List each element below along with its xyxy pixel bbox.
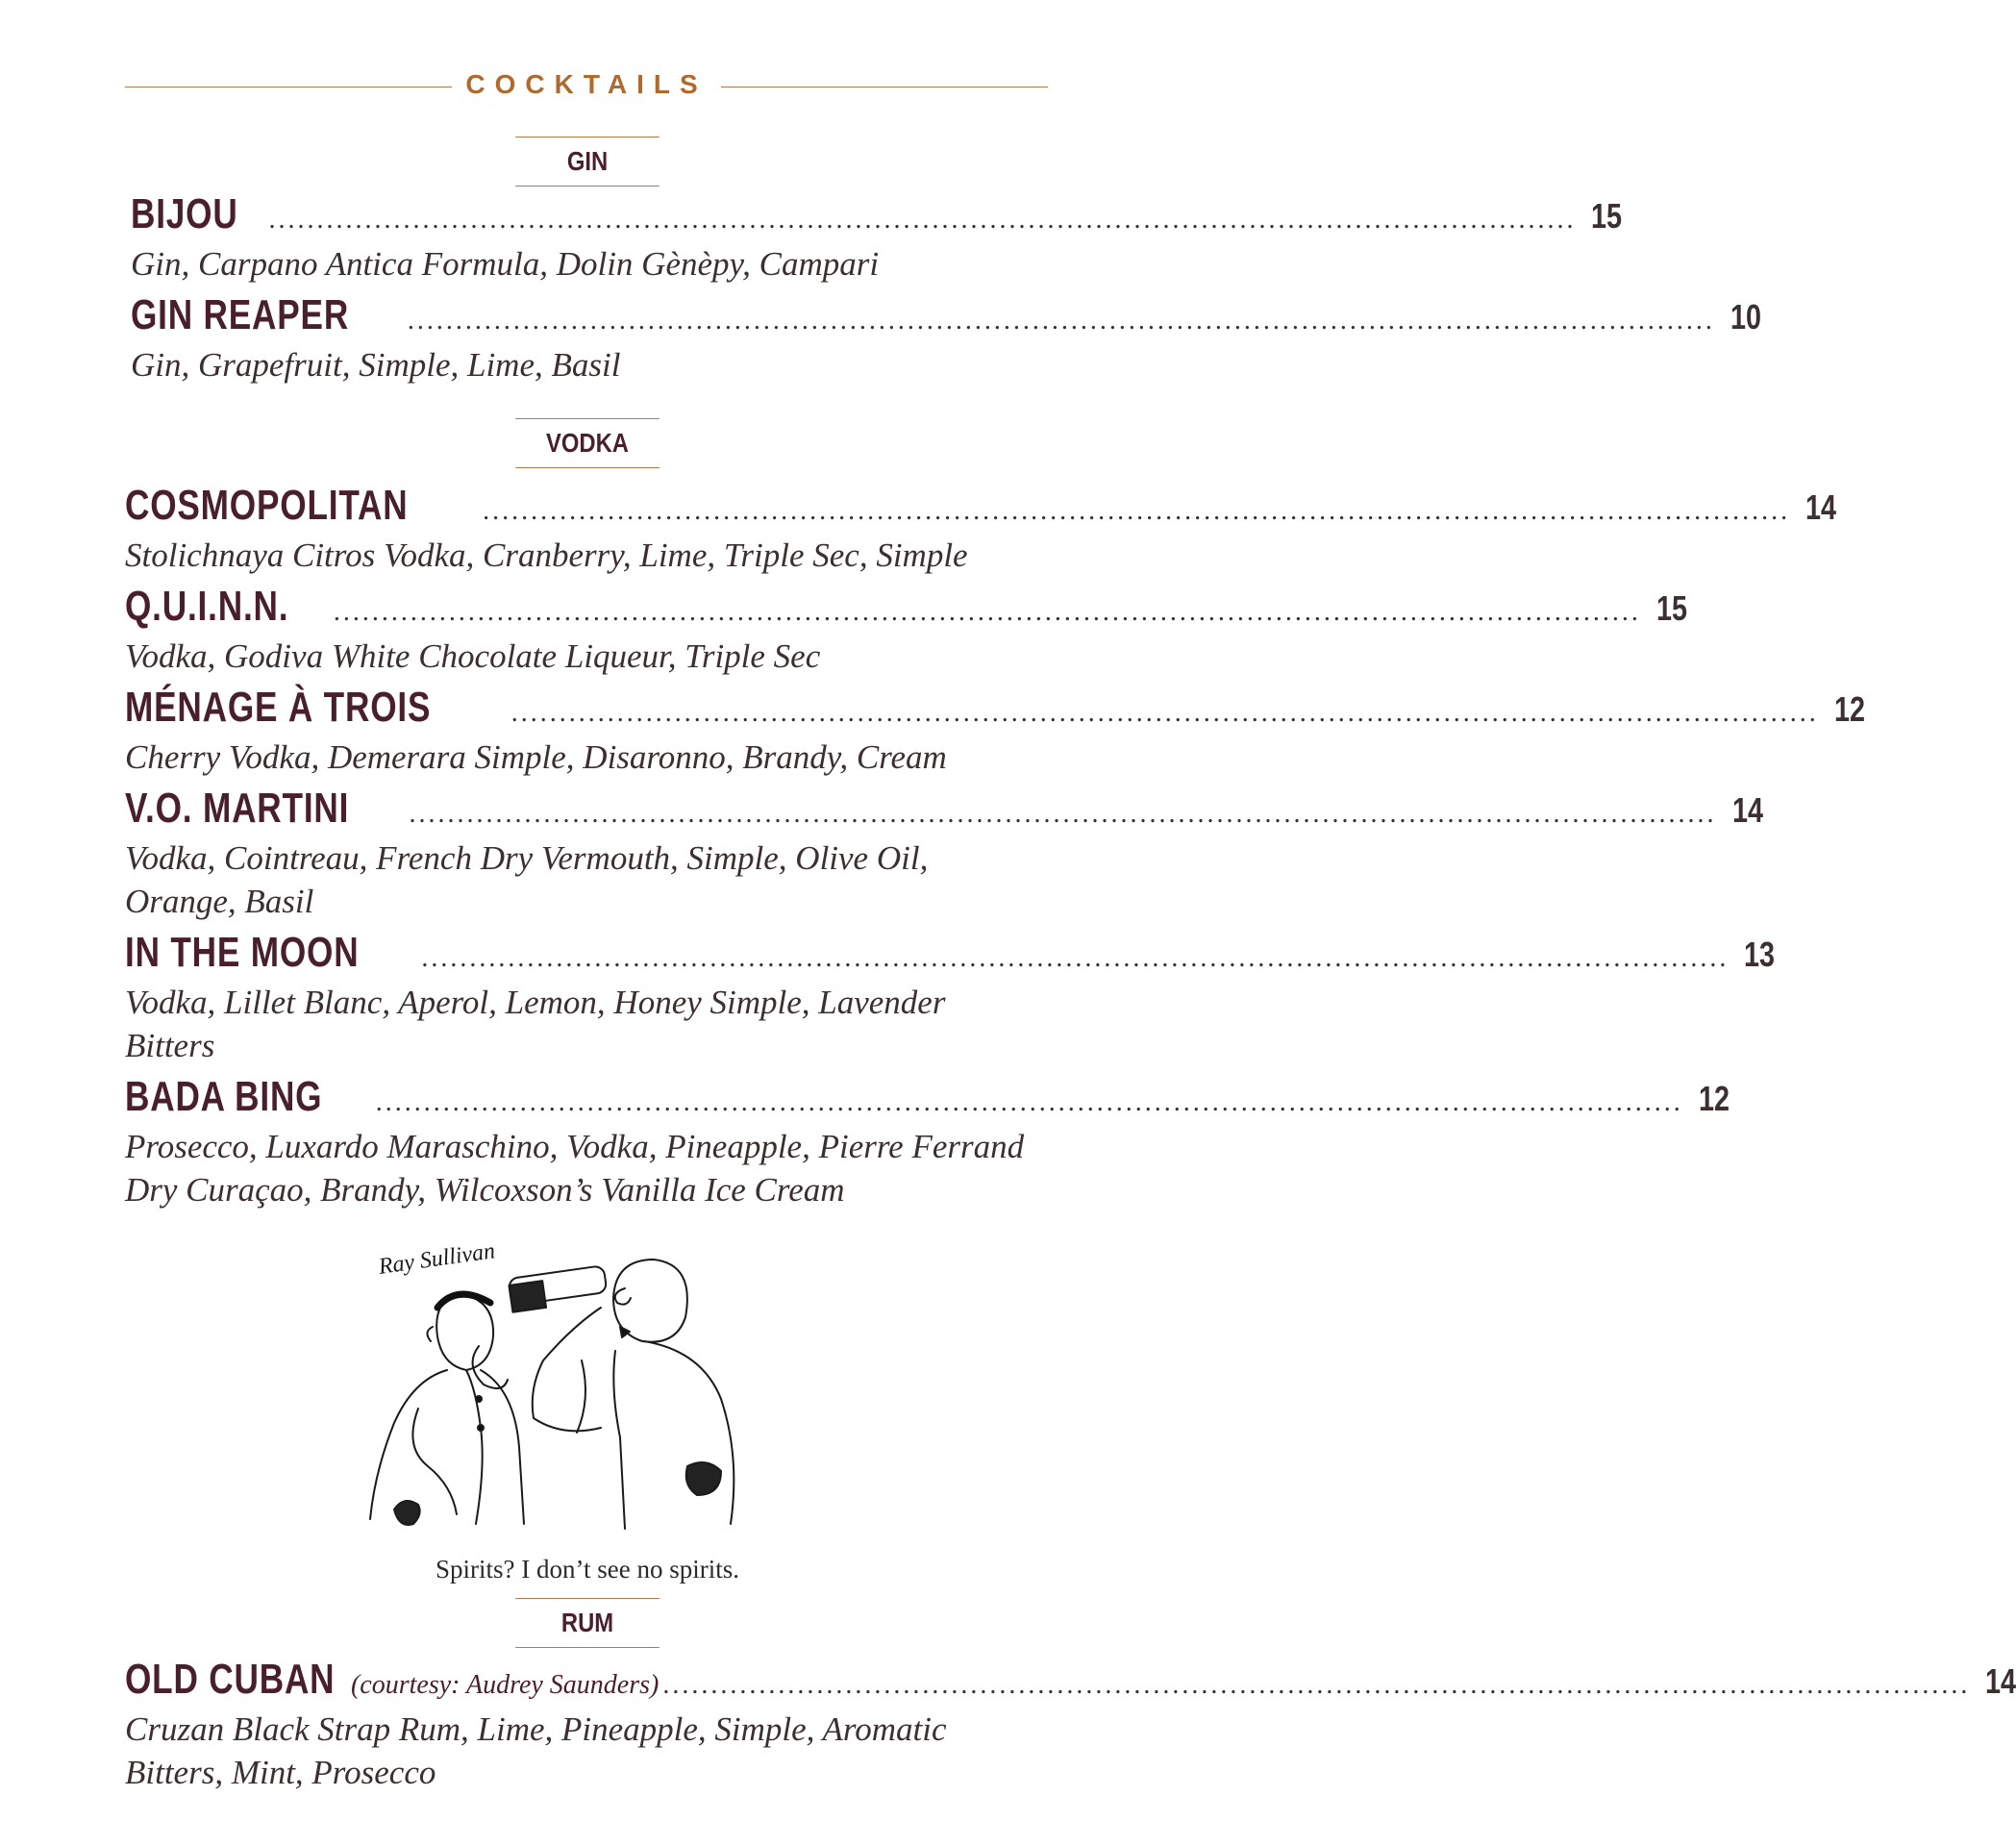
dot-leader: ........................................................................................................................................ [421,943,1730,973]
description-line: Bitters [125,1027,215,1064]
menu-item-menage-a-trois [125,684,1865,779]
dot-leader: ........................................................................................................................................ [409,799,1717,829]
item-description [125,1708,1029,1794]
left-man-figure [370,1293,524,1525]
description-line: Orange, Basil [125,883,314,920]
item-name: GIN REAPER [131,291,350,338]
item-description: Cherry Vodka, Demerara Simple, Disaronno, Brandy, Cream [125,738,947,776]
menu-item-vo-martini [125,785,1763,923]
item-description: Stolichnaya Citros Vodka, Cranberry, Lime, Triple Sec, Simple [125,536,968,574]
dot-leader: ........................................................................................................................................ [510,698,1819,728]
dot-leader: ........................................................................................................................................ [333,597,1641,627]
illustration-caption: Spirits? I don’t see no spirits. [436,1555,739,1584]
item-price: 15 [1591,196,1623,236]
menu-item-in-the-moon [125,929,1776,1067]
item-name: MÉNAGE À TROIS [125,684,432,731]
menu-item-old-cuban [125,1656,2016,1794]
description-line: Vodka, Lillet Blanc, Aperol, Lemon, Honey Simple, Lavender [125,984,946,1021]
page-title: COCKTAILS [465,69,708,99]
cocktails-header [125,67,1048,106]
dot-leader: ........................................................................................................................................ [662,1670,1971,1700]
item-name: Q.U.I.N.N. [125,583,289,630]
description-line: Prosecco, Luxardo Maraschino, Vodka, Pineapple, Pierre Ferrand [125,1128,1025,1165]
menu-item-gin-reaper [131,291,1761,387]
section-label-gin: GIN [515,137,660,187]
menu-item-cosmopolitan [125,482,1837,577]
item-description [125,981,1029,1067]
item-price: 15 [1655,588,1687,628]
item-price: 14 [1805,487,1837,527]
item-description [125,1125,1029,1211]
item-description: Gin, Grapefruit, Simple, Lime, Basil [131,346,621,384]
artist-signature: Ray Sullivan [377,1238,497,1280]
description-line: Bitters, Mint, Prosecco [125,1754,436,1791]
item-price: 12 [1833,689,1865,729]
item-description [125,836,1029,923]
menu-item-bijou [131,190,1623,286]
item-name: BADA BING [125,1073,323,1120]
item-name: V.O. MARTINI [125,785,350,832]
item-price: 14 [1731,790,1763,830]
dot-leader: ........................................................................................................................................ [375,1087,1683,1117]
description-line: Cruzan Black Strap Rum, Lime, Pineapple, Simple, Aromatic [125,1710,947,1748]
item-price: 14 [1985,1661,2016,1701]
dot-leader: ........................................................................................................................................ [268,205,1577,235]
dot-leader: ........................................................................................................................................ [483,496,1791,526]
menu-item-bada-bing [125,1073,1730,1211]
section-label-vodka: VODKA [515,418,660,468]
item-name: BIJOU [131,190,238,237]
item-description: Gin, Carpano Antica Formula, Dolin Gènèpy, Campari [131,245,880,283]
cartoon-illustration [365,1235,817,1543]
dot-leader: ........................................................................................................................................ [407,306,1715,336]
right-man-figure [509,1260,734,1529]
item-description: Vodka, Godiva White Chocolate Liqueur, Triple Sec [125,637,821,675]
item-price: 13 [1744,935,1776,974]
section-label-rum: RUM [515,1598,660,1648]
item-price: 12 [1698,1079,1730,1118]
item-name: IN THE MOON [125,929,360,976]
description-line: Dry Curaçao, Brandy, Wilcoxson’s Vanilla Ice Cream [125,1171,845,1209]
menu-item-quinn [125,583,1687,678]
item-price: 10 [1730,297,1761,337]
item-name: COSMOPOLITAN [125,482,409,529]
item-credit: (courtesy: Audrey Saunders) [350,1670,660,1700]
item-name: OLD CUBAN [125,1656,336,1703]
description-line: Vodka, Cointreau, French Dry Vermouth, Simple, Olive Oil, [125,839,929,877]
